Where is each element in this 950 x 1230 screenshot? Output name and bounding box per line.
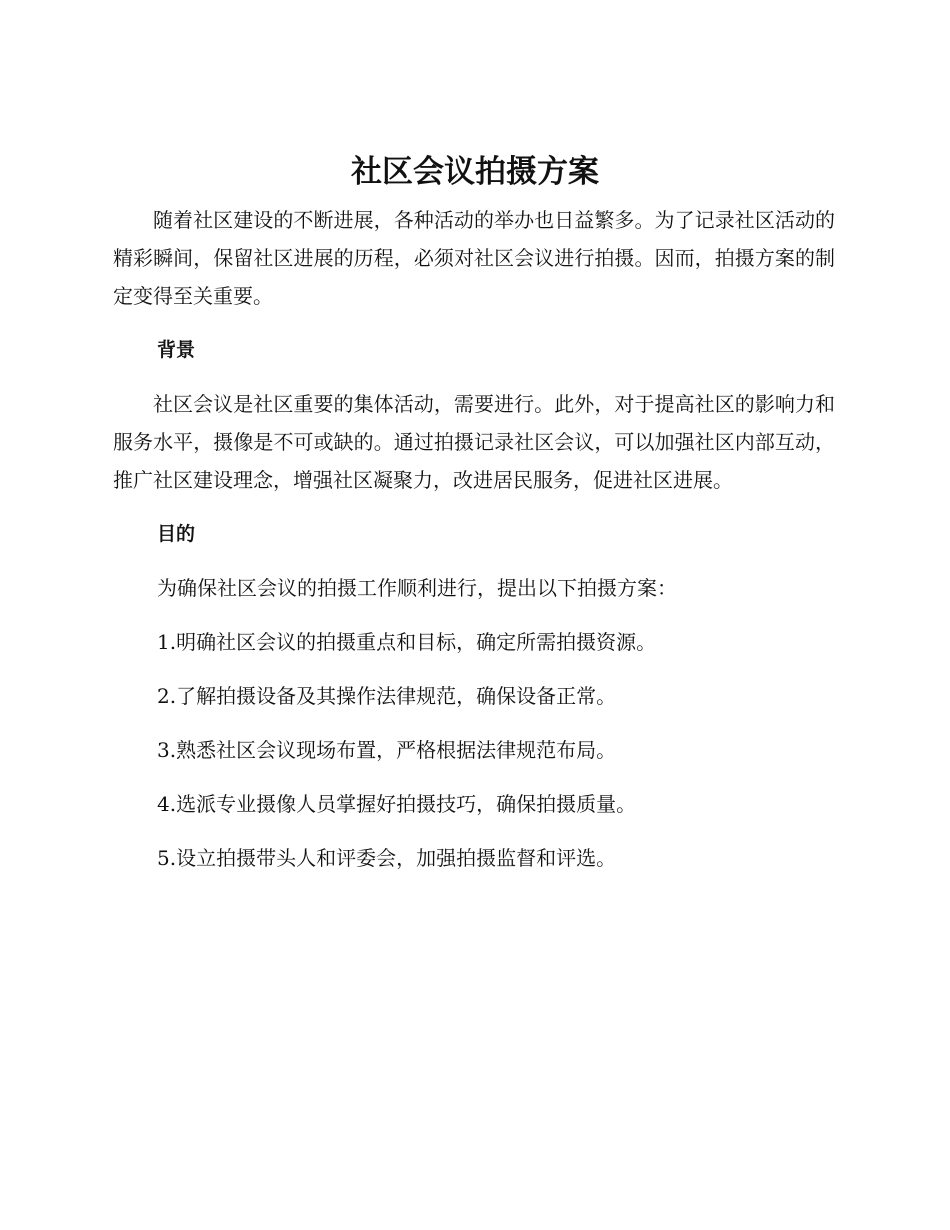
list-item: 3.熟悉社区会议现场布置，严格根据法律规范布局。 [157,738,617,762]
list-item: 1.明确社区会议的拍摄重点和目标，确定所需拍摄资源。 [157,630,657,654]
list-item: 5.设立拍摄带头人和评委会，加强拍摄监督和评选。 [157,846,617,870]
list-item: 4.选派专业摄像人员掌握好拍摄技巧，确保拍摄质量。 [157,792,637,816]
document-body [113,201,835,893]
purpose-lead: 为确保社区会议的拍摄工作顺利进行，提出以下拍摄方案： [157,576,677,600]
list-item: 2.了解拍摄设备及其操作法律规范，确保设备正常。 [157,684,617,708]
background-paragraph: 社区会议是社区重要的集体活动，需要进行。此外，对于提高社区的影响力和服务水平，摄像是不可或缺的。通过拍摄记录社区会议，可以加强社区内部互动，推广社区建设理念，增强社区凝聚力，改进居民服务，促进社区进展。 [113,392,835,492]
section-heading-purpose: 目的 [157,523,196,545]
section-heading-background: 背景 [157,339,196,361]
document-title: 社区会议拍摄方案 [351,154,599,190]
intro-paragraph: 随着社区建设的不断进展，各种活动的举办也日益繁多。为了记录社区活动的精彩瞬间，保留社区进展的历程，必须对社区会议进行拍摄。因而，拍摄方案的制定变得至关重要。 [113,208,835,308]
